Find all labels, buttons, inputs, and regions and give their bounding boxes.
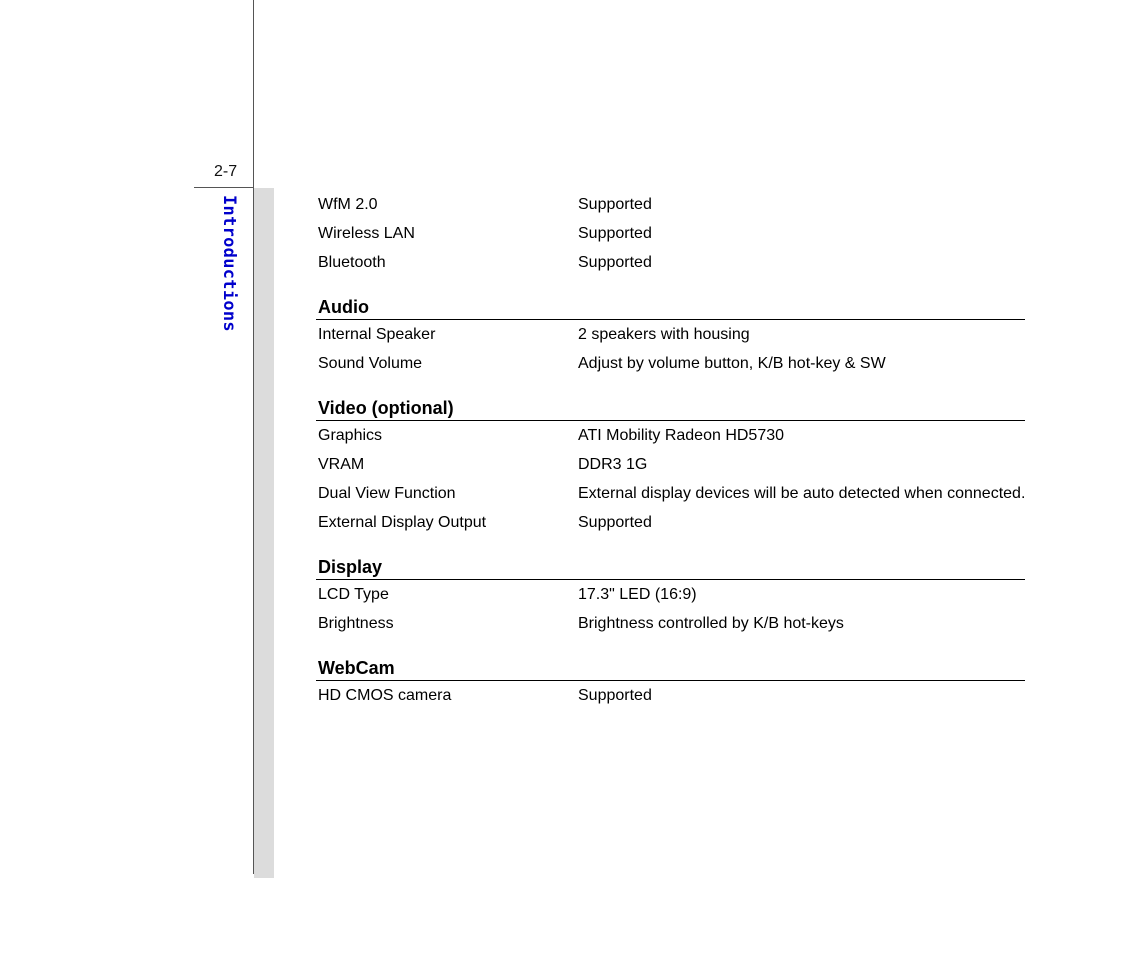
spec-section-webcam	[316, 654, 1025, 710]
spec-row	[316, 190, 1025, 219]
spec-section-connectivity	[316, 190, 1025, 277]
spec-value: External display devices will be auto detected when connected.	[578, 484, 1026, 502]
spec-value: ATI Mobility Radeon HD5730	[578, 426, 785, 444]
chapter-title: Introductions	[219, 195, 239, 332]
spec-row	[316, 219, 1025, 248]
section-heading: Video (optional)	[316, 394, 1025, 421]
section-heading: Audio	[316, 293, 1025, 320]
spec-content	[316, 190, 1025, 726]
spec-value: Brightness controlled by K/B hot-keys	[578, 614, 844, 632]
spec-value: Supported	[578, 195, 652, 213]
page-number-rule	[194, 187, 254, 188]
page-number: 2-7	[214, 163, 238, 180]
section-heading: WebCam	[316, 654, 1025, 681]
spec-row	[316, 508, 1025, 537]
spec-value: Supported	[578, 513, 652, 531]
spec-row	[316, 580, 1025, 609]
spec-label: Wireless LAN	[318, 224, 415, 242]
spec-section-display	[316, 553, 1025, 638]
spec-row	[316, 479, 1025, 508]
spec-row	[316, 681, 1025, 710]
spec-value: DDR3 1G	[578, 455, 648, 473]
spec-value: 2 speakers with housing	[578, 325, 750, 343]
spec-label: External Display Output	[318, 513, 487, 531]
margin-gray-bar	[254, 188, 274, 878]
spec-label: LCD Type	[318, 585, 389, 603]
spec-value: Supported	[578, 686, 652, 704]
spec-row	[316, 609, 1025, 638]
spec-value: 17.3" LED (16:9)	[578, 585, 697, 603]
spec-label: Bluetooth	[318, 253, 386, 271]
spec-label: HD CMOS camera	[318, 686, 452, 704]
spec-section-audio	[316, 293, 1025, 378]
spec-label: Sound Volume	[318, 354, 423, 372]
spec-row	[316, 248, 1025, 277]
spec-label: Dual View Function	[318, 484, 456, 502]
spec-row	[316, 349, 1025, 378]
section-heading: Display	[316, 553, 1025, 580]
spec-value: Adjust by volume button, K/B hot-key & SW	[578, 354, 886, 372]
spec-label: Brightness	[318, 614, 394, 632]
spec-label: VRAM	[318, 455, 365, 473]
spec-row	[316, 421, 1025, 450]
spec-label: WfM 2.0	[318, 195, 378, 213]
spec-section-video	[316, 394, 1025, 537]
spec-label: Internal Speaker	[318, 325, 436, 343]
spec-label: Graphics	[318, 426, 383, 444]
spec-row	[316, 320, 1025, 349]
spec-value: Supported	[578, 224, 652, 242]
spec-row	[316, 450, 1025, 479]
spec-value: Supported	[578, 253, 652, 271]
